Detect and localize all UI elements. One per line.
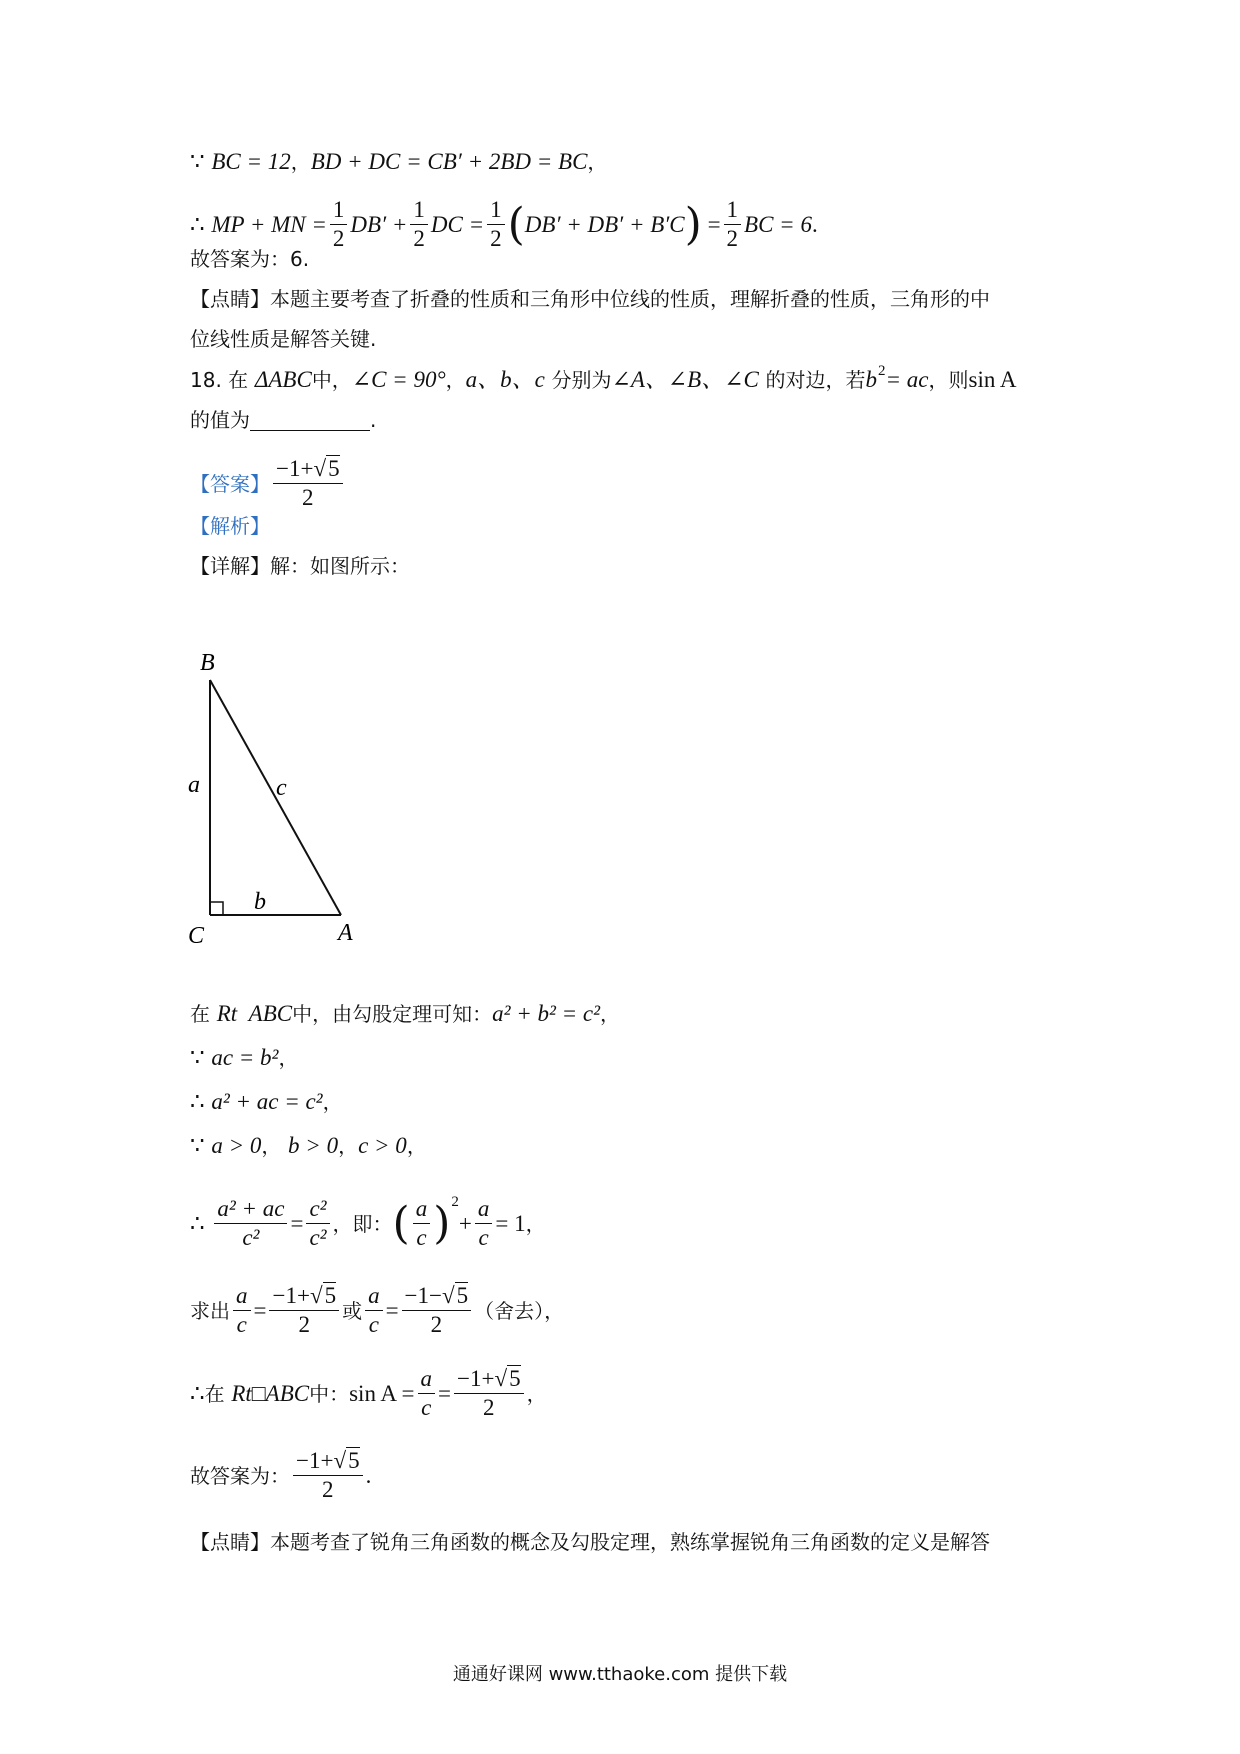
numerator: c² [306, 1195, 329, 1224]
comment-line-3 [190, 1528, 990, 1556]
vertex-b-label: B [200, 650, 215, 676]
superscript: 2 [451, 1193, 459, 1210]
superscript: 2 [878, 363, 886, 379]
math-expr: DB′ + DB′ + B′C [524, 211, 685, 237]
solution-line-2 [190, 1044, 298, 1072]
therefore-symbol: ∴ [190, 1210, 205, 1236]
fraction [418, 1365, 436, 1422]
text: 故答案为：6. [190, 247, 310, 271]
fraction [269, 1282, 339, 1339]
denominator: c² [242, 1225, 260, 1250]
left-paren: ( [392, 1197, 410, 1249]
answer-label: 【答案】 [190, 471, 270, 496]
therefore-symbol: ∴ [190, 211, 205, 237]
fraction [410, 196, 428, 253]
therefore-symbol: ∴ [190, 1380, 205, 1406]
denominator: 2 [483, 1395, 495, 1420]
question-18-cont [190, 406, 376, 434]
punct: ， [525, 1211, 546, 1236]
detail-line [190, 552, 410, 580]
answer-blank [250, 410, 370, 431]
text: 或 [342, 1298, 363, 1323]
text: 在 [190, 1002, 210, 1026]
num-part: −1+ [272, 1283, 310, 1308]
math-expr: = ac [885, 367, 929, 392]
denominator: 2 [413, 226, 425, 251]
text: 中： [309, 1381, 350, 1406]
numerator: a [413, 1195, 431, 1224]
denominator: 2 [430, 1312, 443, 1337]
text: （舍去）， [474, 1298, 565, 1323]
punct: ， [290, 150, 311, 174]
math-expr: DC = [430, 211, 485, 237]
radicand: 5 [328, 456, 340, 481]
math-expr: a² + b² = c² [492, 1001, 601, 1026]
radicand: 5 [509, 1366, 521, 1391]
text: 故答案为： [190, 1463, 290, 1488]
denominator: c [421, 1395, 432, 1420]
punct: ， [261, 1134, 282, 1158]
left-paren: ( [507, 198, 525, 250]
fraction [330, 196, 348, 253]
because-symbol: ∵ [190, 1045, 205, 1070]
fraction [487, 196, 505, 253]
numerator: a [365, 1282, 383, 1311]
math-expr: Rt□ABC [231, 1380, 310, 1406]
numerator: −1+√5 [269, 1282, 339, 1311]
because-symbol: ∵ [190, 1133, 205, 1158]
radicand: 5 [324, 1283, 337, 1308]
vertex-a-label: A [338, 920, 353, 946]
math-expr: BC = 6 [744, 211, 812, 237]
math-expr: ∠A、∠B、∠C [611, 367, 759, 392]
numerator: 1 [330, 196, 348, 225]
answer-block [190, 455, 346, 512]
fraction [454, 1365, 524, 1422]
solution-line-1 [190, 1000, 620, 1028]
math-expr: ∠C = 90° [351, 367, 446, 392]
math-expr: a > 0 [211, 1133, 262, 1158]
question-18 [190, 363, 1017, 394]
text: 的对边，若 [765, 368, 866, 392]
text: 18. 在 [190, 368, 249, 392]
math-expr: = 1 [495, 1210, 526, 1236]
math-expr: sin A = [349, 1380, 415, 1406]
numerator: a [475, 1195, 493, 1224]
math-expr: BD + DC = CB′ + 2BD = BC [310, 149, 588, 174]
solution-line-4 [190, 1132, 427, 1160]
line-mp-mn: ∴ MP + MN = $\frac{1}{2}$ DB′ + $\frac{1}{2}$ DC = $\frac{1}{2}$ ( DB′ + DB′ + B′C ) = $\frac{1}{2}$ BC = 6 . [190, 197, 818, 251]
num-part: −1− [404, 1283, 442, 1308]
numerator: −1−√5 [402, 1282, 472, 1311]
solution-line-5: ∴ $\frac{\text{a² + ac}}{\text{c²}}$ = $\frac{\text{c²}}{\text{c²}}$ ，即： ( $\frac{a}{c}$ ) 2 + $\frac{a}{c}$ = 1 ， [190, 1195, 546, 1252]
num-part: −1+ [276, 456, 314, 481]
analysis-label-line [190, 512, 270, 540]
fraction [293, 1447, 363, 1504]
text: 在 [204, 1381, 225, 1406]
fraction [724, 196, 742, 253]
right-paren: ) [684, 198, 702, 250]
fraction [214, 1195, 287, 1252]
text: ， [445, 368, 466, 392]
text: ，即： [332, 1211, 393, 1236]
fraction [233, 1282, 251, 1339]
analysis-label: 【解析】 [190, 514, 270, 538]
right-angle-mark [210, 902, 223, 915]
denominator: c [236, 1312, 247, 1337]
fraction [413, 1195, 431, 1252]
denominator: 2 [302, 485, 314, 510]
radicand: 5 [456, 1283, 469, 1308]
math-expr: sin A [968, 367, 1017, 392]
comment-line-2 [190, 325, 376, 353]
side-a-label: a [188, 772, 200, 798]
numerator: 1 [487, 196, 505, 225]
fraction [402, 1282, 472, 1339]
side-b-label: b [254, 889, 266, 915]
math-expr: ABC [248, 1001, 293, 1026]
text: ，则 [928, 368, 969, 392]
text: 分别为 [551, 368, 612, 392]
vertex-c-label: C [188, 923, 205, 949]
detail-label: 【详解】 [190, 554, 270, 578]
math-expr: MP + MN = [211, 211, 327, 237]
because-symbol: ∵ [190, 149, 205, 174]
math-expr: a、b、c [465, 367, 545, 392]
text: 求出 [190, 1298, 230, 1323]
punct: . [811, 211, 818, 237]
therefore-symbol: ∴ [190, 1089, 205, 1114]
denominator: c [368, 1312, 379, 1337]
punct: ， [600, 1002, 621, 1026]
punct: ， [338, 1134, 359, 1158]
denominator: 2 [726, 226, 739, 251]
numerator: 1 [410, 196, 428, 225]
numerator: 1 [724, 196, 742, 225]
punct: ， [526, 1381, 547, 1406]
solution-line-3 [190, 1088, 343, 1116]
punct: ， [278, 1046, 299, 1070]
numerator: a² + ac [214, 1195, 287, 1224]
denominator: 2 [322, 1477, 334, 1502]
punct: . [370, 408, 377, 432]
text: 中， [311, 368, 352, 392]
punct: . [365, 1462, 372, 1488]
footer [0, 1660, 1240, 1686]
triangle-figure [180, 650, 380, 950]
numerator: a [418, 1365, 436, 1394]
side-c-label: c [276, 775, 287, 801]
fraction [273, 455, 343, 512]
fraction [365, 1282, 383, 1339]
text: 的值为 [190, 408, 250, 432]
footer-text: 通通好课网 www.tthaoke.com 提供下载 [452, 1664, 788, 1685]
radicand: 5 [348, 1448, 360, 1473]
solution-line-7: ∴ 在 Rt□ABC 中： sin A = $\frac{a}{c}$ = $\frac{-1+√5}{2}$ ， [190, 1366, 547, 1420]
text: 【点睛】本题考查了锐角三角函数的概念及勾股定理，熟练掌握锐角三角函数的定义是解答 [190, 1530, 990, 1554]
numerator: −1+√5 [273, 455, 343, 484]
text: 【点睛】本题主要考查了折叠的性质和三角形中位线的性质，理解折叠的性质，三角形的中 [190, 287, 990, 311]
numerator: a [233, 1282, 251, 1311]
missing-glyph [237, 1000, 249, 1028]
punct: ， [322, 1090, 343, 1114]
solution-line-6: 求出 $\frac{a}{c}$ = $\frac{-1+√5}{2}$ 或 $\frac{a}{c}$ = $\frac{-1-√5}{2}$ （舍去）， [190, 1283, 565, 1337]
num-part: −1+ [296, 1448, 334, 1473]
math-expr: b [865, 367, 878, 392]
math-expr: Rt [216, 1001, 238, 1026]
punct: ， [406, 1134, 427, 1158]
operator: + [458, 1210, 472, 1236]
solution-line-8 [190, 1447, 371, 1504]
math-expr: ΔABC [254, 367, 312, 392]
math-expr: ac = b² [211, 1045, 279, 1070]
denominator: 2 [490, 226, 502, 251]
punct: ， [587, 150, 608, 174]
numerator: −1+√5 [293, 1447, 363, 1476]
num-part: −1+ [456, 1366, 495, 1391]
text: 位线性质是解答关键. [190, 327, 377, 351]
line-given-bc [190, 148, 607, 176]
math-expr: b > 0 [288, 1133, 339, 1158]
math-expr: c > 0 [358, 1133, 407, 1158]
denominator: c [416, 1225, 427, 1250]
denominator: c² [309, 1225, 327, 1250]
text: 中，由勾股定理可知： [292, 1002, 493, 1026]
right-paren: ) [433, 1197, 451, 1249]
text: 解：如图所示： [270, 554, 410, 578]
denominator: 2 [332, 226, 345, 251]
math-expr: BC = 12 [211, 149, 291, 174]
math-expr: DB′ + [350, 211, 408, 237]
numerator: −1+√5 [454, 1365, 524, 1394]
fraction [306, 1195, 329, 1252]
fraction [475, 1195, 493, 1252]
comment-line-1 [190, 285, 990, 313]
math-expr: a² + ac = c² [211, 1089, 323, 1114]
denominator: c [478, 1225, 489, 1250]
denominator: 2 [298, 1312, 311, 1337]
answer-line [190, 245, 309, 273]
